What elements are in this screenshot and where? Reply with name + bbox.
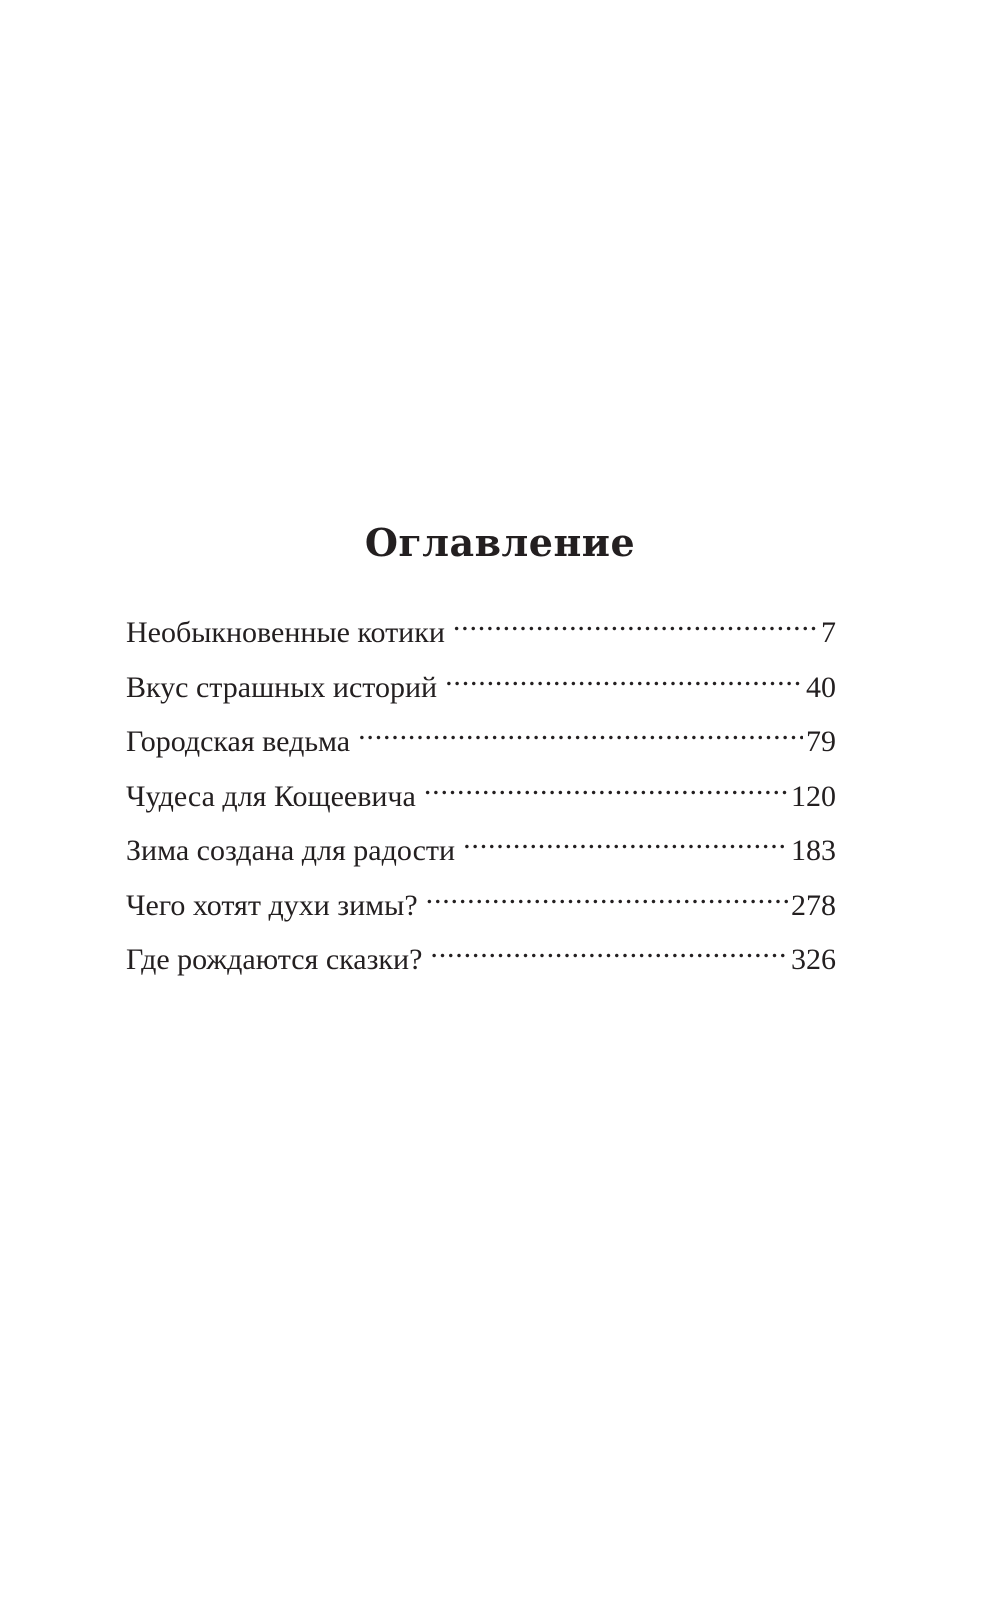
toc-entry-title: Чего хотят духи зимы? [126, 888, 418, 922]
toc-entry-page: 120 [791, 779, 836, 813]
toc-entry-title: Вкус страшных историй [126, 670, 438, 704]
toc-entry [126, 879, 836, 934]
toc-entry-title: Необыкновенные котики [126, 616, 445, 649]
dot-leader [358, 715, 803, 751]
toc-entry-page: 183 [791, 834, 836, 867]
toc-entry-page: 326 [791, 943, 836, 976]
toc-entry [126, 933, 836, 988]
toc-entry [126, 661, 836, 716]
toc-entry-title: Городская ведьма [126, 725, 351, 758]
dot-leader [426, 879, 788, 915]
toc-entry-page: 7 [821, 616, 836, 649]
toc-entry-title: Где рождаются сказки? [126, 943, 423, 976]
toc-entry [126, 606, 836, 661]
toc-list [126, 606, 836, 988]
toc-entry-title: Чудеса для Кощеевича [126, 779, 416, 813]
toc-entry [126, 824, 836, 879]
toc-entry [126, 770, 836, 825]
toc-entry-page: 278 [791, 888, 836, 922]
toc-entry-page: 40 [806, 670, 836, 704]
dot-leader [453, 606, 818, 642]
toc-entry [126, 715, 836, 770]
dot-leader [445, 661, 803, 697]
toc-heading: Оглавление [364, 520, 636, 565]
dot-leader [463, 824, 788, 860]
toc-entry-page: 79 [806, 725, 836, 758]
dot-leader [430, 933, 788, 969]
toc-entry-title: Зима создана для радости [126, 834, 456, 867]
dot-leader [424, 770, 788, 806]
